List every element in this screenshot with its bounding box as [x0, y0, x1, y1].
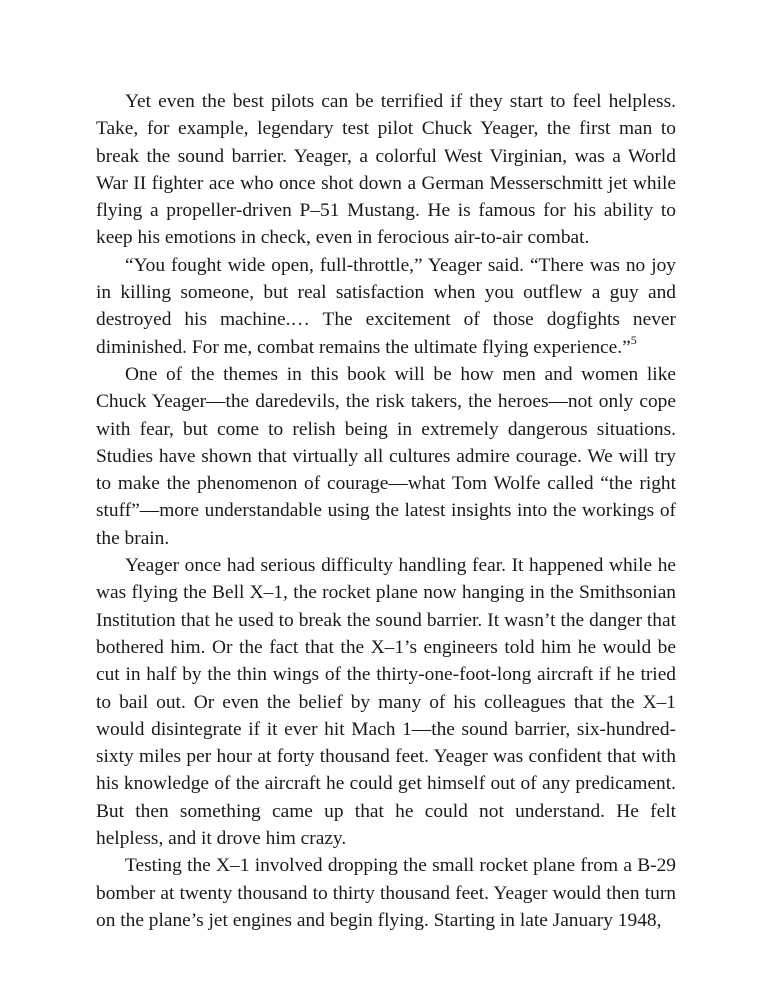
paragraph	[96, 252, 676, 361]
paragraph-text: “You fought wide open, full-throttle,” Yeager said. “There was no joy in killing someone, but real satisfaction when you outflew a guy and destroyed his machine.… The excitement of those dogfights never diminished. For me, combat remains the ultimate flying experience.”	[96, 254, 676, 358]
paragraph-text: One of the themes in this book will be how men and women like Chuck Yeager—the daredevils, the risk takers, the heroes—not only cope with fear, but come to relish being in extremely dangerous situations. Studies have shown that virtually all cultures admire courage. We will try to make the phenomenon of courage—what Tom Wolfe called “the right stuff”—more understandable using the latest insights into the workings of the brain.	[96, 363, 676, 549]
body-text	[96, 88, 676, 934]
footnote-marker[interactable]: 5	[630, 333, 637, 348]
paragraph	[96, 552, 676, 852]
paragraph	[96, 361, 676, 552]
paragraph-text: Yeager once had serious difficulty handling fear. It happened while he was flying the Bell X–1, the rocket plane now hanging in the Smithsonian Institution that he used to break the sound barrier. It wasn’t the danger that bothered him. Or the fact that the X–1’s engineers told him he would be cut in half by the thin wings of the thirty-one-foot-long aircraft if he tried to bail out. Or even the belief by many of his colleagues that the X–1 would disintegrate if it ever hit Mach 1—the sound barrier, six-hundred-sixty miles per hour at forty thousand feet. Yeager was confident that with his knowledge of the aircraft he could get himself out of any predicament. But then something came up that he could not understand. He felt helpless, and it drove him crazy.	[96, 555, 676, 850]
paragraph-text: Yet even the best pilots can be terrified if they start to feel helpless. Take, for example, legendary test pilot Chuck Yeager, the first man to break the sound barrier. Yeager, a colorful West Virginian, was a World War II fighter ace who once shot down a German Messerschmitt jet while flying a propeller-driven P–51 Mustang. He is famous for his ability to keep his emotions in check, even in ferocious air-to-air combat.	[96, 91, 676, 249]
paragraph-text: Testing the X–1 involved dropping the small rocket plane from a B-29 bomber at twenty thousand to thirty thousand feet. Yeager would then turn on the plane’s jet engines and begin flying. Starting in late January 1948,	[96, 855, 676, 931]
paragraph	[96, 88, 676, 252]
paragraph	[96, 852, 676, 934]
